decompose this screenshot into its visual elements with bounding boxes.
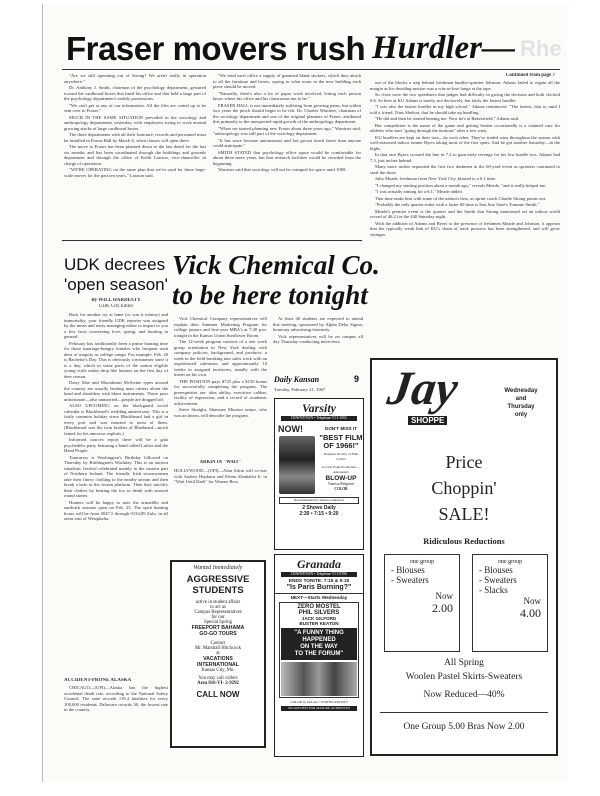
forum-title-3: ON THE WAY bbox=[300, 644, 338, 650]
left-group-label: one group bbox=[409, 559, 435, 565]
wanted-at: at bbox=[216, 651, 220, 656]
varsity-logo: Varsity bbox=[301, 401, 336, 415]
fraser-column-1 bbox=[64, 73, 206, 238]
left-group-now: Now bbox=[435, 591, 453, 601]
wanted-collect: You may call collect bbox=[198, 676, 238, 681]
varsity-now: NOW! bbox=[278, 424, 303, 434]
story-paragraph: Warriner said that sociology will not be cramped for space until 1969. bbox=[218, 167, 347, 172]
fraser-column-2 bbox=[213, 73, 361, 238]
varsity-show-times: 2:30 • 7:15 • 9:20 bbox=[299, 511, 339, 517]
granada-star-3: JACK GILFORD bbox=[301, 616, 337, 621]
wanted-phone: Area 816-VI- 2-9292 bbox=[197, 681, 239, 686]
story-paragraph: "WE'RE OPERATING on the same plan that we've used for these large-scale moves for the past ten years," Lawton said. bbox=[64, 167, 206, 178]
sale-days-1: Wednesday bbox=[504, 388, 538, 394]
jay-shoppe-name: SHOPPE bbox=[408, 416, 447, 425]
wanted-title-2: STUDENTS bbox=[192, 585, 244, 596]
wanted-city: Kansas City, Mo. bbox=[201, 668, 235, 673]
granada-next: NEXT—Starts Wednesday bbox=[275, 593, 363, 600]
section-rule-left bbox=[62, 240, 362, 241]
story-paragraph: Vick representatives will be on campus all day Thursday conducting interviews. bbox=[273, 333, 363, 344]
blow-up-poster-image bbox=[279, 436, 315, 494]
wanted-line-3: Campus Representatives bbox=[194, 610, 242, 615]
sale-headline: SALE! bbox=[438, 504, 490, 524]
right-group-label: one group bbox=[497, 559, 523, 565]
arkin-column: HOLLYWOOD—(UPI)—Alan Arkin will co-star with Audrey Hepburn and Efrem Zimbalist Jr. in "Wait Until Dark" for Warner Bros. bbox=[174, 468, 267, 484]
wanted-line-6: FREEPORT BAHAMA bbox=[191, 625, 245, 631]
story-paragraph: "I changed my starting position about a month ago," reveals Meade, "and it really helped me. bbox=[375, 182, 547, 188]
sale-days-4: only bbox=[514, 412, 528, 418]
arkin-headline: ARKIN IN "WAIT" bbox=[199, 460, 242, 465]
story-paragraph: Informed sources report there will be a gala psychedelic party featuring a band called Luther and the Hand People. bbox=[64, 437, 168, 453]
woolen-skirts: Woolen Pastel Skirts-Sweaters bbox=[405, 672, 523, 682]
story-paragraph: The 12-week program consists of a one week group orientation in New York dealing with company policies, background, and products; a week in the field breaking into sales work with an experienced salesman; and approximately 10 weeks in assigned territories, usually with the intern on his own. bbox=[174, 339, 267, 377]
granada-theater-ad bbox=[274, 554, 364, 757]
right-group-price: 4.00 bbox=[520, 606, 541, 620]
bras-divider bbox=[380, 712, 548, 713]
all-spring: All Spring bbox=[444, 658, 484, 668]
granada-star-1: ZERO MOSTEL bbox=[297, 604, 341, 610]
jay-shoppe-logo: Jay bbox=[384, 362, 462, 415]
story-paragraph: "When we started planning new Fraser about three years ago," Warriner said, "anthropology was still part of the sociology department. bbox=[213, 125, 361, 136]
granada-address: DOWNTOWN • Telephone VI 3-0700 bbox=[281, 572, 357, 577]
story-paragraph: Hunters will be happy to note the armadillo and aardvark seasons open on Feb. 23. The open hunting hours will be from 0047.5 through 0134.89 Zulu, in all areas east of Westphalia. bbox=[64, 499, 168, 521]
story-paragraph: FRASER HALL is not immediately suffering from growing pains, but within two years the pinch should begin to be felt. Dr. Charles Warriner, chairman of the sociology department and one of the original planners of Fraser, attributed this primarily to the unexpected rapid growth of the anthropology department. bbox=[213, 102, 361, 124]
story-paragraph: But competition is the name of the game and getting beaten occasionally is a claimed cure for athletes who start "going through the motions" after a few wins. bbox=[370, 122, 560, 133]
wanted-company-1: VACATIONS bbox=[203, 656, 233, 662]
right-group-now: Now bbox=[523, 596, 541, 606]
forum-cast-photo bbox=[281, 662, 357, 696]
right-group-item-2: - Sweaters bbox=[479, 575, 517, 585]
ridiculous-reductions: Ridiculous Reductions bbox=[423, 536, 505, 546]
story-paragraph: "I was actually aiming for a 6.1," Meade added. bbox=[375, 189, 463, 194]
varsity-film-title: BLOW-UP bbox=[325, 475, 357, 482]
granada-current-film: "Is Paris Burning?" bbox=[286, 584, 352, 591]
wanted-contact: Contact bbox=[210, 641, 226, 646]
forum-title-1: "A FUNNY THING bbox=[294, 630, 344, 636]
varsity-show-count: 2 Shows Daily bbox=[302, 505, 336, 511]
now-reduced: Now Reduced—40% bbox=[423, 690, 505, 700]
story-paragraph: SMITH STATED that psychology office space would be comfortable for about three more years, but that research facilities would be crowded from the beginning. bbox=[213, 149, 361, 166]
story-paragraph: ALSO UPCOMING on the blackguard social calendar is Blackbeard's wedding anniversary. This is a fairly common holiday since Blackbeard had a girl in every port and was married to most of them. (Blackbeard was the twin brother of Bluebeard—much famed for his amorous exploits.) bbox=[64, 403, 168, 436]
bras-deal: One Group 5.00 Bras Now 2.00 bbox=[403, 722, 525, 732]
jay-shoppe-ad bbox=[370, 358, 558, 756]
story-paragraph: Steve Straight, Shawnee Mission senior, who was an intern, will describe the program. bbox=[174, 407, 267, 418]
wanted-line-4: for our bbox=[211, 615, 225, 620]
granada-star-2: PHIL SILVERS bbox=[298, 610, 340, 616]
left-group-item-1: - Blouses bbox=[391, 565, 425, 575]
granada-ends-tonite: ENDS TONITE: 7:15 & 9:15 bbox=[288, 579, 350, 584]
story-paragraph: Back for another try at fame (or was it infamy) and immortality, your friendly UDK reporter was assigned by the mean and nasty managing editor to impart to you a few facts concerning love, spring, and hunting in general. bbox=[64, 312, 168, 339]
story-paragraph: Dr. Anthony J. Smith, chairman of the psychology department, gestured toward the cardboard boxes that lined his office and that held a large part of the psychology department's earthly possessions. bbox=[64, 85, 206, 101]
udk-column bbox=[64, 312, 168, 675]
hurdler-column bbox=[370, 80, 560, 348]
story-paragraph: KU hurdlers are kept on their toes—by each other. They've traded wins throughout the season with well-seasoned indoor runner Byers taking most of the first spots. And he got another Saturday—in the highs. bbox=[370, 134, 560, 151]
story-paragraph: That time ranks him with some of the nation's best, as sprint coach Charlie Strong points out: bbox=[375, 195, 547, 201]
vick-column-1 bbox=[174, 316, 267, 450]
udk-byline: By WILL HARDESTY bbox=[91, 298, 141, 303]
varsity-color: COLOR bbox=[334, 487, 348, 491]
story-paragraph: Many more inches separated the first two dashmen in the 60-yard event as sprinters continued to steal the show. bbox=[370, 164, 560, 175]
folio-paper-name: Daily Kansan bbox=[274, 375, 320, 384]
story-paragraph: "Naturally, there's also a lot of paper work involved, letting each person know where his office and his classrooms are to be." bbox=[213, 90, 361, 101]
wanted-line-1: active in student affairs bbox=[195, 600, 241, 605]
granada-logo: Granada bbox=[296, 557, 341, 571]
wanted-line-5: Special Spring bbox=[203, 620, 233, 625]
wanted-cta: CALL NOW bbox=[196, 690, 240, 699]
story-paragraph: "I was also the fastest hurdler in my high school," Adams reminisced. "The fastest, that is, until I told a friend, Titus Shelton, that he should take up hurdling. bbox=[370, 104, 560, 115]
wanted-students-ad bbox=[170, 560, 266, 748]
story-paragraph: In that race Byers crossed the line in 7.2 to gain early revenge for his low hurdle loss. Adams had 7.3, just inches behind. bbox=[370, 152, 560, 163]
story-paragraph: CHICAGO—(UPI)—Alaska has the highest accidental death rate, according to the National Safety Council. The state records 119.4 fatalities for every 100,000 residents. Delaware records 36, the lowest rate in the country. bbox=[64, 685, 168, 712]
accident-column bbox=[64, 685, 168, 745]
story-paragraph: MUCH IN THE SAME SITUATION prevailed in the sociology and anthropology departments yesterday, with employees trying to work around growing stacks of large cardboard boxes. bbox=[64, 114, 206, 131]
varsity-recommendation: Recommended for mature audiences bbox=[279, 497, 359, 504]
story-paragraph: "He did and then he started beating me. Now he's at Bakersfield," Adams said. bbox=[375, 116, 520, 121]
choppin-headline: Choppin' bbox=[431, 478, 497, 498]
story-paragraph: "Probably the only quarter-miler with a faster 60 time is San Jose State's Tommie Smith." bbox=[375, 202, 540, 207]
headline-rule bbox=[62, 69, 560, 70]
varsity-presents: A Carlo Ponti Production — Antonioni's bbox=[321, 465, 361, 474]
story-paragraph: Meade's premier event is the quarter and the Smith that Strong mentioned set an indoor world record of 46.2 for the 440 Saturday night. bbox=[370, 208, 560, 219]
forum-poster-art bbox=[281, 628, 357, 660]
right-group-item-1: - Blouses bbox=[479, 565, 513, 575]
story-paragraph: "It has since become autonomous and has grown much faster than anyone could anticipate." bbox=[213, 137, 361, 148]
varsity-stars: Vanessa Redgrave bbox=[327, 482, 355, 486]
vick-headline-line1: Vick Chemical Co. bbox=[172, 250, 380, 280]
varsity-best-film: "BEST FILM OF 1966!" bbox=[319, 433, 363, 450]
granada-credit: COLOR by DeLuxe • UNITED ARTISTS bbox=[290, 700, 348, 704]
story-paragraph: "We send each office a supply of gummed blank stickers, which they attach to all the furniture and boxes, saying to what room in the new building each piece should be moved. bbox=[213, 73, 361, 89]
varsity-address: DOWNTOWN • Telephone VI 3-1065 bbox=[281, 416, 357, 421]
wanted-top: Wanted Immediately bbox=[193, 565, 243, 571]
fraser-headline: Fraser movers rush bbox=[66, 30, 366, 67]
vick-headline-line2: to be here tonight bbox=[172, 280, 368, 310]
udk-byline-title: UDK City Editor bbox=[98, 304, 134, 309]
story-paragraph: So close were the two speedsters that judges had difficulty in giving the decision and both clocked 6.6. So here at KU Adams is barely, not decisively, but fairly the fastest hurdler. bbox=[370, 92, 560, 103]
story-paragraph: "We can't get at any of our information. All the files are crated up to be sent over to Fraser." bbox=[64, 102, 206, 113]
forum-title-2: HAPPENED bbox=[302, 637, 336, 643]
granada-note: SUGGESTED FOR MATURE AUDIENCES bbox=[281, 706, 357, 711]
story-paragraph: THE POSITION pays $725 plus a $150 bonus for successfully completing the program. The prerequisites are: idea ability, executive caliber, facility of expression, and a record of academic achievement. bbox=[174, 378, 267, 406]
sale-days-2: and bbox=[515, 396, 527, 402]
price-headline: Price bbox=[445, 452, 483, 472]
story-paragraph: February has traditionally been a prime hunting time for those marriage-hungry females who frequent such dens of iniquity as college campi. For example, Feb. 28 is Bachelor's Day. This is obviously a misnomer since it is a day, which in some parts of the nation eligible young virile males drop like hunters on the first day of deer season. bbox=[64, 340, 168, 379]
granada-star-4: BUSTER KEATON bbox=[299, 621, 339, 626]
story-paragraph: Julio Meade, freshman from New York City, blasted to a 6.1 time. bbox=[375, 176, 497, 181]
story-paragraph: At least 40 students are expected to attend this meeting, sponsored by Alpha Delta Sigma, honorary advertising fraternity. bbox=[273, 316, 363, 332]
right-group-item-3: - Slacks bbox=[479, 585, 508, 595]
story-paragraph: out of the blocks a step behind freshman hurdler-sprinter Johnson. Adams failed to regain all the margin as his deciding motion was a win-or-lose lunge at the tape. bbox=[370, 80, 560, 91]
left-group-box bbox=[384, 554, 460, 652]
right-group-box bbox=[472, 554, 548, 652]
forum-title-4: TO THE FORUM" bbox=[294, 651, 344, 657]
hurdler-headline: Hurdler— bbox=[372, 30, 516, 66]
story-paragraph: Daisy Mae and Moonbeam McSwine types around the country are usually beating man critters about the head and shoulders with blunt instruments. Those poor unfortunate—also unmarried—people are dragged off. bbox=[64, 380, 168, 402]
wanted-line-7: GO-GO TOURS bbox=[199, 631, 237, 637]
wanted-title-1: AGGRESSIVE bbox=[186, 574, 250, 585]
hurdler-continued-label: Continued from page 7 bbox=[505, 73, 555, 78]
story-paragraph: "Are we still operating out of Strong? We aren't really in operation anywhere." bbox=[64, 73, 206, 84]
wanted-company-2: INTERNATIONAL bbox=[197, 662, 239, 668]
accident-headline: ACCIDENT-PRONE ALASKA bbox=[64, 678, 132, 683]
left-group-item-2: - Sweaters bbox=[391, 575, 429, 585]
story-paragraph: Vick Chemical Company representatives will explain their Summer Marketing Program for college juniors and first-year MBA's at 7:30 p.m. tonight in the Kansas Union Sunflower Room. bbox=[174, 316, 267, 338]
story-paragraph: With the addition of Adams and Byers to the presence of freshmen Meade and Johnson, it appears that the typically weak link of KU's chain of track prowess has been strengthened, and will grow stronger. bbox=[370, 220, 560, 237]
folio-date: Tuesday, February 21, 1967 bbox=[274, 387, 326, 392]
story-paragraph: The move to Fraser has been planned down to the last detail for the last six months and has been coordinated through the buildings and grounds department and through the office of Keith Lawton, vice-chancellor in charge of operations. bbox=[64, 144, 206, 166]
varsity-dont-miss: DON'T MISS IT bbox=[325, 426, 357, 431]
left-group-price: 2.00 bbox=[432, 601, 453, 615]
varsity-critics: National Society of Film Critics bbox=[323, 452, 359, 461]
varsity-theater-ad bbox=[274, 398, 364, 550]
bleed-through-text: Rhe bbox=[520, 36, 562, 61]
wanted-line-2: to act as bbox=[210, 605, 226, 610]
story-paragraph: The three departments with all their furniture, records and personnel must be installed in Fraser Hall by March 6, when classes will open there. bbox=[64, 132, 206, 143]
wanted-person: Mr. Marshall Hitchcock bbox=[195, 646, 241, 651]
folio-page-number: 9 bbox=[354, 374, 360, 384]
vick-column-2 bbox=[273, 316, 363, 364]
udk-headline: UDK decrees 'open season' bbox=[64, 255, 168, 294]
sale-days-3: Thursday bbox=[507, 404, 535, 410]
story-paragraph: Tomorrow is Washington's Birthday followed on Thursday by Birthington's Washday. This is an ancient ritualistic festival celebrated mainly in the eastern part of Northern Ireland. The friendly Irish townswomen take their finery clothing to the nearby stream and then break a hole in the frozen platform. Then they sanctify their clothes by beating the fox to death with smooth round stones. bbox=[64, 454, 168, 498]
